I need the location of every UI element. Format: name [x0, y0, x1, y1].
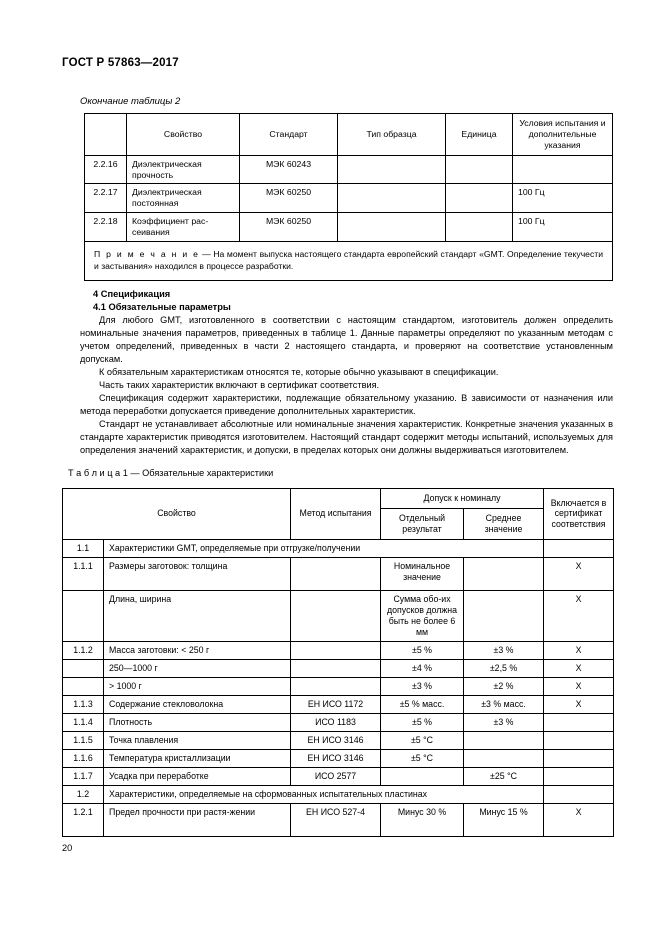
cell-num: 1.1: [63, 539, 104, 557]
cell-property: Диэлектрическая постоянная: [127, 184, 240, 213]
table2-head: [85, 114, 613, 156]
cell-individual: ±3 %: [381, 677, 464, 695]
paragraph: Спецификация содержит характеристики, подлежащие обязательному указанию. В зависимости от назначения или метода переработки допускается приведение дополнительных характеристик.: [80, 393, 613, 417]
cell-certificate: X: [544, 803, 614, 836]
table-row: [63, 695, 614, 713]
table2-col-unit: Единица: [446, 114, 513, 156]
note-label: П р и м е ч а н и е: [94, 248, 200, 259]
cell-average: ±3 %: [464, 713, 544, 731]
table-row: [63, 641, 614, 659]
cell-sample: [338, 213, 446, 242]
cell-num: 1.1.2: [63, 641, 104, 659]
table-2-continuation: [84, 113, 613, 281]
cell-individual: ±5 %: [381, 713, 464, 731]
document-standard-header: ГОСТ Р 57863—2017: [62, 57, 179, 69]
cell-property: Температура кристаллизации: [104, 749, 291, 767]
cell-method: [291, 659, 381, 677]
table-row: [63, 713, 614, 731]
cell-property: Точка плавления: [104, 731, 291, 749]
table-row: [63, 731, 614, 749]
cell-property: Длина, ширина: [104, 590, 291, 641]
cell-method: ЕН ИСО 1172: [291, 695, 381, 713]
cell-method: ИСО 1183: [291, 713, 381, 731]
cell-method: [291, 557, 381, 590]
table1-col-property: Свойство: [63, 489, 291, 540]
cell-average: [464, 749, 544, 767]
cell-method: [291, 641, 381, 659]
cell-section-title: Характеристики GMT, определяемые при отгрузке/получении: [104, 539, 544, 557]
cell-certificate: X: [544, 590, 614, 641]
table-row: [85, 155, 613, 184]
cell-sample: [338, 184, 446, 213]
cell-certificate: [544, 713, 614, 731]
cell-property: Коэффициент рас-сеивания: [127, 213, 240, 242]
paragraph: К обязательным характеристикам относятся те, которые обычно указывают в спецификации.: [99, 367, 499, 378]
cell-property: Масса заготовки: < 250 г: [104, 641, 291, 659]
cell-conditions: 100 Гц: [513, 213, 613, 242]
cell-num: [63, 659, 104, 677]
table-row: [63, 749, 614, 767]
cell-property: > 1000 г: [104, 677, 291, 695]
cell-method: ЕН ИСО 527-4: [291, 803, 381, 836]
paragraph: Часть таких характеристик включают в сертификат соответствия.: [99, 380, 380, 391]
cell-num: [63, 590, 104, 641]
cell-average: [464, 590, 544, 641]
section-4-body: [80, 288, 613, 457]
cell-individual: ±5 %: [381, 641, 464, 659]
cell-num: 2.2.18: [85, 213, 127, 242]
cell-num: 2.2.17: [85, 184, 127, 213]
table1-col-method: Метод испытания: [291, 489, 381, 540]
cell-individual: [381, 767, 464, 785]
cell-property: Предел прочности при растя-жении: [104, 803, 291, 836]
table2-col-sample-type: Тип образца: [338, 114, 446, 156]
table1-col-individual: Отдельный результат: [381, 508, 464, 539]
cell-property: Усадка при переработке: [104, 767, 291, 785]
cell-average: ±2,5 %: [464, 659, 544, 677]
cell-certificate: [544, 749, 614, 767]
cell-certificate: X: [544, 557, 614, 590]
table1-caption: Т а б л и ц а 1 — Обязательные характеристики: [68, 468, 274, 478]
cell-average: ±25 °С: [464, 767, 544, 785]
cell-sample: [338, 155, 446, 184]
cell-method: [291, 590, 381, 641]
table2-body: [85, 155, 613, 280]
cell-method: ЕН ИСО 3146: [291, 731, 381, 749]
table-1-mandatory-characteristics: [62, 488, 614, 837]
cell-average: ±3 % масс.: [464, 695, 544, 713]
cell-average: ±3 %: [464, 641, 544, 659]
cell-property: Плотность: [104, 713, 291, 731]
cell-individual: Номинальное значение: [381, 557, 464, 590]
cell-average: ±2 %: [464, 677, 544, 695]
cell-num: 1.1.1: [63, 557, 104, 590]
note-text: — На момент выпуска настоящего стандарта европейский стандарт «GMT. Определение текучести и застывания» находился в процессе разработки.: [94, 248, 603, 272]
table2-header-row: [85, 114, 613, 156]
table-row-section: [63, 785, 614, 803]
table-row: [85, 213, 613, 242]
cell-standard: МЭК 60250: [240, 213, 338, 242]
cell-average: [464, 731, 544, 749]
table-row: [63, 677, 614, 695]
table-row: [63, 557, 614, 590]
table1-header-row-top: [63, 489, 614, 509]
table1-col-certificate: Включается в сертификат соответствия: [544, 489, 614, 540]
cell-conditions: [513, 155, 613, 184]
table-row: [63, 803, 614, 836]
cell-method: ИСО 2577: [291, 767, 381, 785]
cell-property: 250—1000 г: [104, 659, 291, 677]
cell-standard: МЭК 60250: [240, 184, 338, 213]
cell-certificate: [544, 767, 614, 785]
heading-section-4-1: 4.1 Обязательные параметры: [93, 302, 231, 313]
table-row: [63, 590, 614, 641]
table2-col-num: [85, 114, 127, 156]
cell-num: 1.1.4: [63, 713, 104, 731]
cell-conditions: 100 Гц: [513, 184, 613, 213]
cell-certificate: [544, 731, 614, 749]
cell-certificate: X: [544, 677, 614, 695]
table2-col-property: Свойство: [127, 114, 240, 156]
cell-certificate: X: [544, 659, 614, 677]
cell-unit: [446, 184, 513, 213]
cell-unit: [446, 155, 513, 184]
cell-method: ЕН ИСО 3146: [291, 749, 381, 767]
cell-num: [63, 677, 104, 695]
cell-average: [464, 557, 544, 590]
cell-individual: Сумма обо-их допусков должна быть не более 6 мм: [381, 590, 464, 641]
cell-individual: Минус 30 %: [381, 803, 464, 836]
table2-col-standard: Стандарт: [240, 114, 338, 156]
cell-property: Размеры заготовок: толщина: [104, 557, 291, 590]
cell-num: 2.2.16: [85, 155, 127, 184]
cell-num: 1.2.1: [63, 803, 104, 836]
cell-method: [291, 677, 381, 695]
cell-standard: МЭК 60243: [240, 155, 338, 184]
table2-caption: Окончание таблицы 2: [80, 96, 181, 107]
page-number: 20: [62, 843, 73, 853]
cell-individual: ±5 °С: [381, 731, 464, 749]
table-row: [85, 184, 613, 213]
table2-col-conditions: Условия испытания и дополнительные указания: [513, 114, 613, 156]
cell-certificate: [544, 539, 614, 557]
table1-body: [63, 539, 614, 836]
paragraph: Для любого GMT, изготовленного в соответствии с настоящим стандартом, изготовитель должен определить номинальные значения параметров, приведенных в таблице 1. Данные параметры определяют по указанным методам с учетом определений, приведенных в части 2 настоящего стандарта, и проверяют на соответствие установленным допускам.: [80, 315, 613, 365]
cell-individual: ±4 %: [381, 659, 464, 677]
cell-average: Минус 15 %: [464, 803, 544, 836]
cell-section-title: Характеристики, определяемые на сформованных испытательных пластинах: [104, 785, 544, 803]
table-row: [63, 659, 614, 677]
cell-individual: ±5 % масс.: [381, 695, 464, 713]
cell-property: Диэлектрическая прочность: [127, 155, 240, 184]
cell-num: 1.1.7: [63, 767, 104, 785]
table2-note-row: [85, 241, 613, 280]
table1-col-tolerance-group: Допуск к номиналу: [381, 489, 544, 509]
table1-head: [63, 489, 614, 540]
table1-col-average: Среднее значение: [464, 508, 544, 539]
cell-certificate: X: [544, 695, 614, 713]
cell-individual: ±5 °С: [381, 749, 464, 767]
cell-certificate: [544, 785, 614, 803]
table-row-section: [63, 539, 614, 557]
paragraph: Стандарт не устанавливает абсолютные или номинальные значения характеристик. Конкретные значения указанных в стандарте характеристик приводятся изготовителем. Настоящий стандарт содержит методы испытаний, используемых для определения значений характеристик, и допуски, в пределах которых они должны выдерживаться изготовителем.: [80, 419, 613, 456]
cell-num: 1.2: [63, 785, 104, 803]
cell-num: 1.1.5: [63, 731, 104, 749]
table2-note: [85, 241, 613, 280]
cell-certificate: X: [544, 641, 614, 659]
cell-num: 1.1.3: [63, 695, 104, 713]
heading-section-4: 4 Спецификация: [93, 289, 171, 299]
cell-property: Содержание стекловолокна: [104, 695, 291, 713]
table-row: [63, 767, 614, 785]
cell-unit: [446, 213, 513, 242]
cell-num: 1.1.6: [63, 749, 104, 767]
